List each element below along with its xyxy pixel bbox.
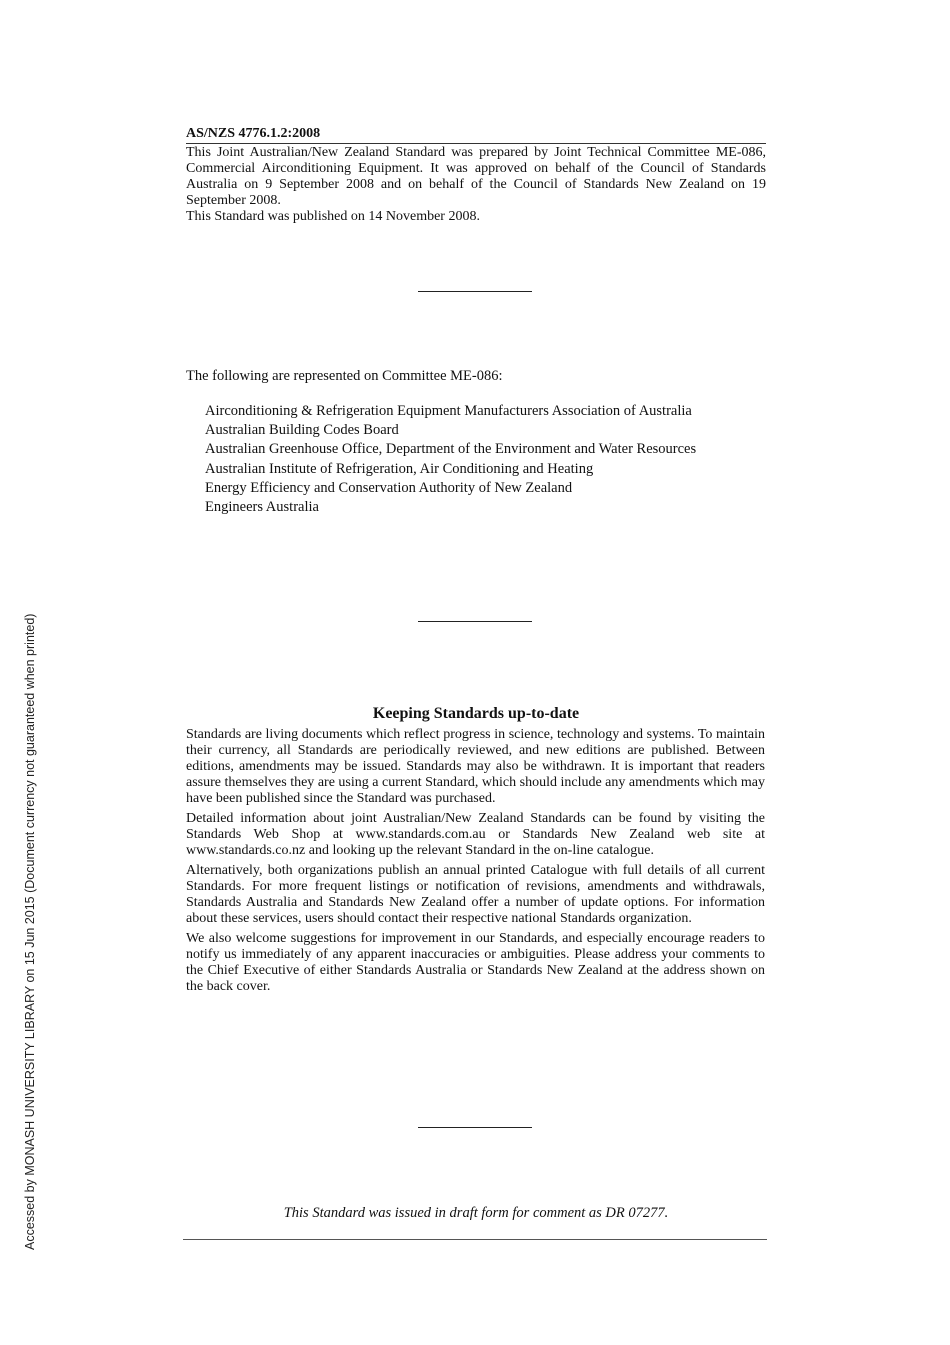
document-id: AS/NZS 4776.1.2:2008: [186, 126, 766, 144]
access-watermark: Accessed by MONASH UNIVERSITY LIBRARY on 15 Jun 2015 (Document currency not guaranteed when printed): [23, 613, 37, 1250]
committee-member: Airconditioning & Refrigeration Equipment Manufacturers Association of Australia: [205, 403, 692, 419]
committee-members-list: [205, 402, 745, 517]
keeping-standards-body: [186, 727, 765, 999]
committee-member: Energy Efficiency and Conservation Authority of New Zealand: [205, 479, 573, 496]
preparation-statement: [186, 145, 766, 225]
keeping-paragraph: Detailed information about joint Australian/New Zealand Standards can be found by visiting the Standards Web Shop at www.standards.com.au or Standards New Zealand web site at www.standards.co.nz and looking up the relevant Standard in the on-line catalogue.: [186, 811, 765, 858]
publication-date: This Standard was published on 14 November 2008.: [186, 209, 480, 224]
committee-member: Australian Greenhouse Office, Department of the Environment and Water Resources: [205, 441, 697, 458]
section-divider: [418, 291, 532, 292]
committee-member: Australian Building Codes Board: [205, 422, 399, 439]
committee-intro: The following are represented on Committee ME-086:: [186, 368, 503, 384]
committee-member: Australian Institute of Refrigeration, Air Conditioning and Heating: [205, 460, 594, 477]
draft-note: This Standard was issued in draft form for comment as DR 07277.: [283, 1205, 669, 1221]
keeping-paragraph: Alternatively, both organizations publish an annual printed Catalogue with full details of all current Standards. For more frequent listings or notification of revisions, amendments and withdrawals, Standards Australia and Standards New Zealand offer a number of update options. For information about these services, users should contact their respective national Standards organization.: [186, 863, 765, 926]
keeping-paragraph: We also welcome suggestions for improvement in our Standards, and especially encourage readers to notify us immediately of any apparent inaccuracies or ambiguities. Please address your comments to the Chief Executive of either Standards Australia or Standards New Zealand at the address shown on the back cover.: [186, 931, 765, 994]
preparation-paragraph: This Joint Australian/New Zealand Standard was prepared by Joint Technical Committee ME-086, Commercial Airconditioning Equipment. It was approved on behalf of the Council of Standards Australia on 9 September 2008 and on behalf of the Council of Standards New Zealand on 19 September 2008.: [186, 145, 766, 208]
keeping-paragraph: Standards are living documents which reflect progress in science, technology and systems. To maintain their currency, all Standards are periodically reviewed, and new editions are published. Between editions, amendments may be issued. Standards may also be withdrawn. It is important that readers assure themselves they are using a current Standard, which should include any amendments which may have been published since the Standard was purchased.: [186, 727, 765, 806]
footer-rule: [183, 1239, 767, 1240]
section-divider: [418, 1127, 532, 1128]
section-divider: [418, 621, 532, 622]
keeping-standards-heading: Keeping Standards up-to-date: [372, 705, 580, 722]
committee-member: Engineers Australia: [205, 499, 319, 516]
